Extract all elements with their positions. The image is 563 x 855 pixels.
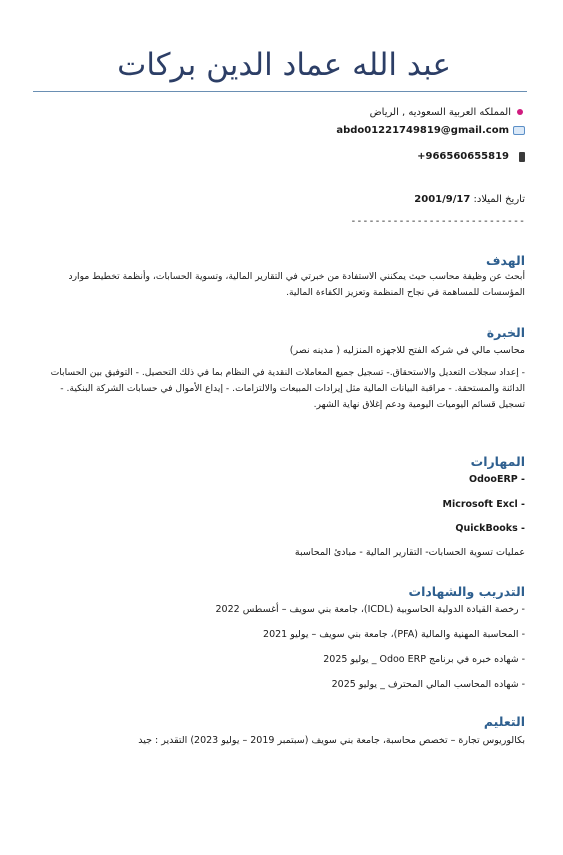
objective-text: أبحث عن وظيفة محاسب حيث يمكنني الاستفادة من خبرتي في التقارير المالية، وتسوية الحسابات، وأنظمة تخطيط موارد المؤسسات للمساهمة في نجاح المنظمة وتعزيز الكفاءة المالية.	[68, 271, 525, 298]
experience-heading: الخبرة	[486, 325, 525, 340]
envelope-icon	[513, 126, 525, 135]
skill-item: - OdooERP	[469, 474, 525, 485]
skill-item: - QuickBooks	[455, 523, 525, 534]
candidate-name: عبد الله عماد الدين بركات	[117, 47, 451, 83]
contact-phone	[417, 151, 525, 162]
training-heading: التدريب والشهادات	[408, 584, 525, 599]
training-item: - شهاده المحاسب المالي المحترف _ يوليو 2025	[331, 679, 525, 690]
dob-label: تاريخ الميلاد:	[473, 194, 525, 205]
training-item: - شهاده خبره في برنامج Odoo ERP _ يوليو 2025	[323, 654, 525, 665]
title-underline	[33, 91, 527, 92]
education-text: بكالوريوس تجارة – تخصص محاسبة، جامعة بني سويف (سبتمبر 2019 – يوليو 2023) التقدير : جيد	[138, 735, 525, 746]
location-text: المملكه العربية السعوديه , الرياض	[369, 107, 511, 118]
objective-heading: الهدف	[486, 253, 525, 268]
education-heading: التعليم	[483, 714, 525, 729]
date-of-birth	[414, 194, 525, 205]
contact-location	[370, 107, 525, 118]
separator-dashes: -----------------------------	[350, 216, 525, 227]
dob-value: 2001/9/17	[414, 194, 471, 205]
experience-role: محاسب مالي في شركه الفتح للاجهزه المنزليه ( مدينه نصر)	[289, 345, 525, 356]
email-link[interactable]: abdo01221749819@gmail.com	[336, 125, 509, 136]
location-dot-icon	[515, 108, 525, 118]
phone-text: +966560655819	[417, 151, 509, 162]
contact-email	[336, 125, 525, 136]
mobile-phone-icon	[519, 152, 525, 162]
training-item: - رخصة القيادة الدولية الحاسوبية (ICDL)، جامعة بني سويف – أغسطس 2022	[215, 604, 525, 615]
skill-item: عمليات تسوية الحسابات- التقارير المالية - مبادئ المحاسبة	[294, 547, 525, 558]
experience-text: - إعداد سجلات التعديل والاستحقاق.- تسجيل جميع المعاملات النقدية في النظام بما في ذلك التحصيل. - التوفيق بين الحسابات الدائنة والمستحقة. - مراقبة البيانات المالية مثل إيرادات المبيعات والالتزامات. - إيداع الأموال في حسابات الشركة البنكية. - تسجيل قسائم اليوميات اليومية ودعم إغلاق نهاية الشهر.	[50, 367, 525, 410]
skills-heading: المهارات	[470, 454, 525, 469]
training-item: - المحاسبة المهنية والمالية (PFA)، جامعة بني سويف – يوليو 2021	[263, 629, 525, 640]
skill-item: - Microsoft Excl	[442, 499, 525, 510]
